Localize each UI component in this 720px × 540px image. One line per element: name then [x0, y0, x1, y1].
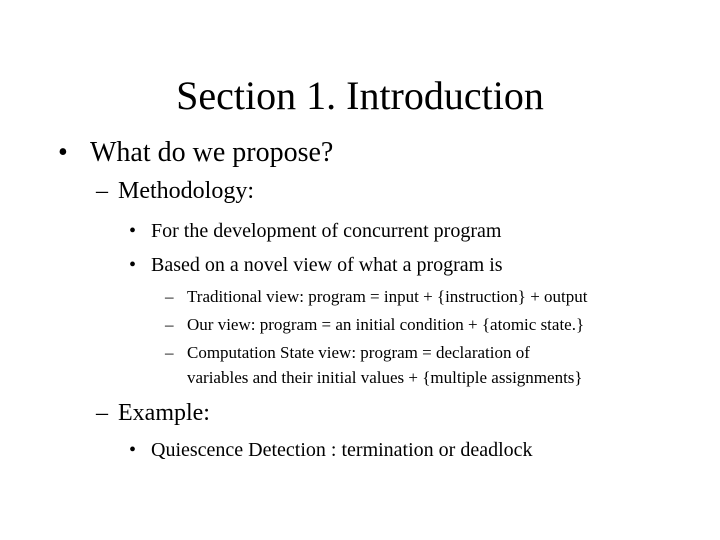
view-item: Computation State view: program = declaration of	[187, 343, 530, 362]
bullet-marker: •	[129, 439, 137, 461]
view-item-continuation: variables and their initial values + {multiple assignments}	[187, 368, 583, 387]
slide-title: Section 1. Introduction	[176, 73, 544, 118]
example-label: Example:	[118, 400, 210, 426]
view-item: Traditional view: program = input + {instruction} + output	[187, 287, 588, 306]
methodology-label: Methodology:	[118, 178, 254, 204]
example-point: Quiescence Detection : termination or deadlock	[151, 439, 533, 461]
view-item: Our view: program = an initial condition + {atomic state.}	[187, 315, 585, 334]
bullet-marker: •	[129, 254, 137, 276]
dash-marker: –	[96, 178, 108, 204]
bullet-marker: •	[129, 220, 137, 242]
bullet-marker: •	[58, 137, 68, 168]
dash-marker: –	[96, 400, 108, 426]
dash-marker: –	[165, 287, 174, 306]
dash-marker: –	[165, 315, 174, 334]
question-text: What do we propose?	[90, 137, 334, 168]
dash-marker: –	[165, 343, 174, 362]
methodology-point: Based on a novel view of what a program is	[151, 254, 503, 276]
methodology-point: For the development of concurrent program	[151, 220, 502, 242]
